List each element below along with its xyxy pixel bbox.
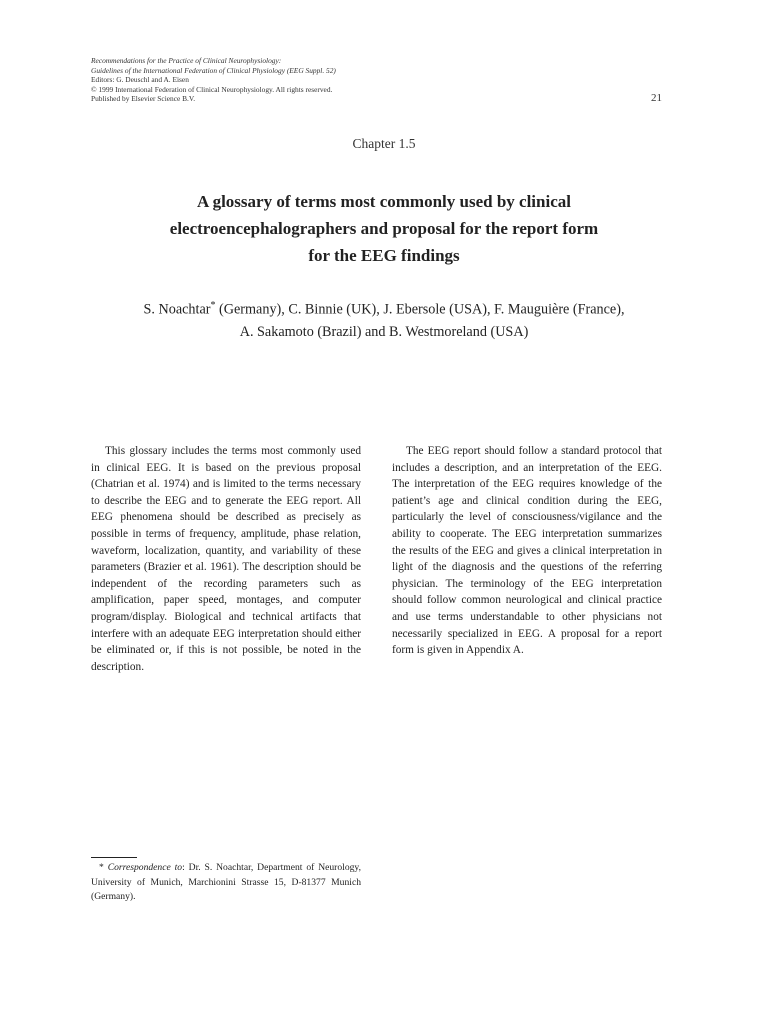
authors-line-1 [80,295,688,321]
footnote-label: Correspondence to [107,862,183,873]
running-header [91,56,336,104]
first-author: S. Noachtar [143,301,211,318]
author-list [80,295,688,343]
authors-line-2: A. Sakamoto (Brazil) and B. Westmoreland (USA) [239,323,529,340]
body-paragraph: This glossary includes the terms most commonly used in clinical EEG. It is based on the previous proposal (Chatrian et al. 1974) and is limited to the terms necessary to describe the EEG and to generate the EEG report. All EEG phenomena should be described as precisely as possible in terms of frequency, amplitude, phase relation, waveform, localization, quantity, and variability of these parameters (Brazier et al. 1961). The description should be independent of the recording parameters such as amplification, paper speed, montages, and computer program/display. Biological and technical artifacts that interfere with an adequate EEG interpretation should either be eliminated or, if this is not possible, be noted in the description. [91,445,361,673]
header-line: Guidelines of the International Federation of Clinical Physiology (EEG Suppl. 52) [91,65,336,75]
footnote-text: : Dr. S. Noachtar, Department of Neurology, University of Munich, Marchionini Strasse 15, D-81377 Munich (Germany). [91,862,361,903]
page-number: 21 [651,92,662,104]
header-line: Editors: G. Deuschl and A. Eisen [91,75,189,85]
footnote [91,861,361,905]
title-line: electroencephalographers and proposal for the report form [169,219,599,238]
paper-title [90,188,678,269]
chapter-label: Chapter 1.5 [352,136,416,151]
header-line: © 1999 International Federation of Clinical Neurophysiology. All rights reserved. [91,84,333,94]
right-column [392,443,662,659]
body-paragraph: The EEG report should follow a standard protocol that includes a description, and an interpretation of the EEG. The interpretation of the EEG requires knowledge of the patient’s age and clinical condition during the EEG, particularly the level of consciousness/vigilance and the ability to cooperate. The EEG interpretation summarizes the results of the EEG and gives a clinical interpretation in light of the diagnosis and the questions of the referring physician. The terminology of the EEG interpretation should follow common neurological and clinical practice and use terms understandable to other physicians not necessarily specialized in EEG. A proposal for a report form is given in Appendix A. [392,445,662,657]
title-line: A glossary of terms most commonly used by clinical [197,192,571,211]
authors-line-1-rest: (Germany), C. Binnie (UK), J. Ebersole (USA), F. Mauguière (France), [215,301,625,318]
footnote-rule [91,857,137,858]
correspondence-mark: * [210,300,216,311]
footnote-mark: * [99,862,104,873]
left-column [91,443,361,675]
title-line: for the EEG findings [308,246,460,265]
header-line: Published by Elsevier Science B.V. [91,94,196,104]
header-line: Recommendations for the Practice of Clinical Neurophysiology: [91,56,282,65]
